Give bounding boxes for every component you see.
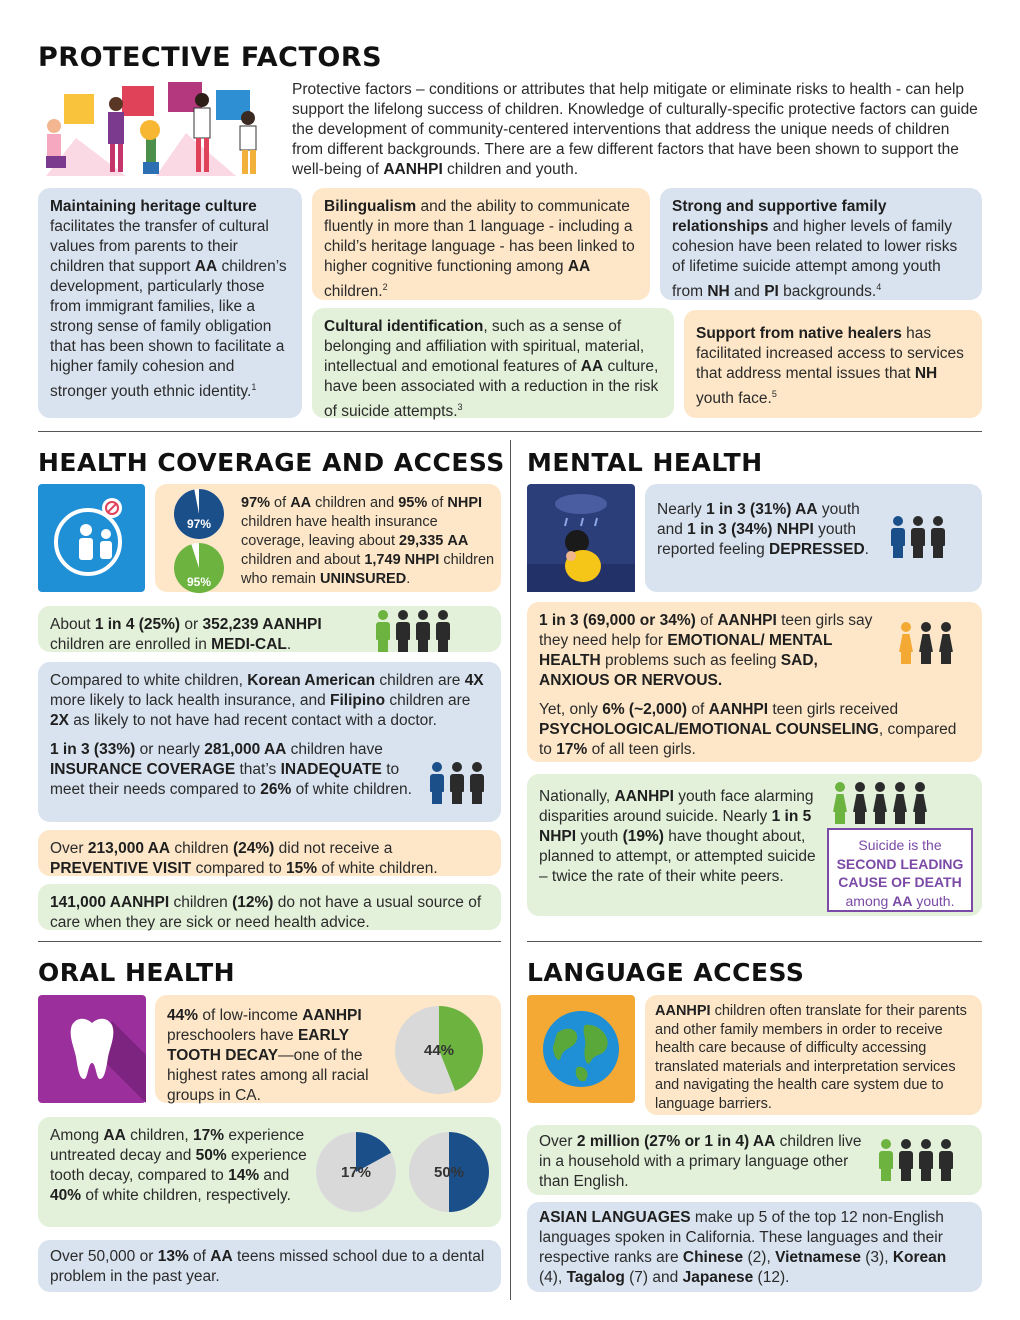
female-icons-1-in-5	[833, 782, 933, 830]
depressed-card: Nearly 1 in 3 (31%) AA youth and 1 in 3 (34%) NHPI youth reported feeling DEPRESSED.	[645, 484, 982, 592]
people-icons-1-in-4	[376, 610, 456, 658]
divider	[527, 941, 982, 942]
usual-source-card: 141,000 AANHPI children (12%) do not have a usual source of care when they are sick or need health advice.	[38, 884, 501, 930]
person-icon	[376, 610, 390, 652]
person-icon	[899, 1139, 913, 1181]
person-icon	[931, 516, 945, 558]
person-icon	[879, 1139, 893, 1181]
person-icon	[913, 782, 927, 824]
pie-17-chart	[314, 1130, 398, 1214]
translate-card: AANHPI children often translate for their parents and other family members in order to receive health care because of difficulty accessing translated materials and interpretation services and navigating the health care system due to language barriers.	[645, 995, 982, 1115]
person-icon	[919, 1139, 933, 1181]
person-icon	[891, 516, 905, 558]
person-icon	[470, 762, 484, 804]
person-icon	[430, 762, 444, 804]
person-icon	[939, 1139, 953, 1181]
protective-intro: Protective factors – conditions or attributes that help mitigate or eliminate risks to health - can help support the lifelong success of children. Knowledge of culturally-specific protective factors can guide the development of community-centered interventions that address the unique needs of children from different backgrounds. There are a few different factors that have been shown to support the well-being of AANHPI children and youth.	[292, 81, 978, 178]
section-title-mental: MENTAL HEALTH	[527, 448, 763, 477]
person-icon	[911, 516, 925, 558]
medi-cal-card: About 1 in 4 (25%) or 352,239 AANHPI children are enrolled in MEDI-CAL.	[38, 606, 501, 652]
teen-girls-card: 1 in 3 (69,000 or 34%) of AANHPI teen girls say they need help for EMOTIONAL/ MENTAL HEALTH problems such as feeling SAD, ANXIOUS OR NERVOUS. Yet, only 6% (~2,000) of AANHPI teen girls received PSYCHOLOGICAL/EMOTIONAL COUNSELING, compared to 17% of all teen girls.	[527, 602, 982, 762]
person-icon	[450, 762, 464, 804]
tooth-icon	[38, 995, 146, 1103]
person-icon	[853, 782, 867, 824]
person-icon	[899, 622, 913, 664]
asian-languages-card: ASIAN LANGUAGES make up 5 of the top 12 non-English languages spoken in California. These languages and their respective ranks are Chinese (2), Vietnamese (3), Korean (4), Tagalog (7) and Japanese (12).	[527, 1202, 982, 1292]
person-icon	[416, 610, 430, 652]
heritage-culture-card: Maintaining heritage culture facilitates the transfer of cultural values from parents to their children that support AA children’s development, particularly those from immigrant families, like a strong sense of family obligation that has been shown to facilitate a higher family cohesion and stronger youth ethnic identity.$^1$	[38, 188, 302, 418]
column-divider	[510, 440, 511, 1300]
preventive-visit-card: Over 213,000 AA children (24%) did not receive a PREVENTIVE VISIT compared to 15% of white children.	[38, 830, 501, 876]
pie-17-label: 17%	[340, 1164, 372, 1181]
section-title-language: LANGUAGE ACCESS	[527, 958, 805, 987]
person-icon	[939, 622, 953, 664]
section-title-coverage: HEALTH COVERAGE AND ACCESS	[38, 448, 505, 477]
suicide-callout: Suicide is the SECOND LEADING CAUSE OF DEATH among AA youth.	[827, 828, 973, 912]
person-icon	[833, 782, 847, 824]
section-title-protective: PROTECTIVE FACTORS	[38, 42, 383, 73]
pie-44-chart	[393, 1004, 485, 1096]
pie-50-chart	[407, 1130, 491, 1214]
divider	[38, 941, 501, 942]
family-relationships-card: Strong and supportive family relationships and higher levels of family cohesion have been related to lower risks of lifetime suicide attempt among youth from NH and PI backgrounds.$^4$	[660, 188, 982, 300]
puzzle-people-illustration	[36, 78, 280, 178]
divider	[38, 431, 982, 432]
section-title-oral: ORAL HEALTH	[38, 958, 236, 987]
suicide-card: Nationally, AANHPI youth face alarming disparities around suicide. Nearly 1 in 5 NHPI youth (19%) have thought about, planned to attempt, or attempted suicide – twice the rate of their white peers. Suicide is the SECOND LEADING CAUSE OF DEATH among AA youth.	[527, 774, 982, 916]
bilingualism-card: Bilingualism and the ability to communicate fluently in more than 1 language - including a child’s heritage language - has been linked to higher cognitive functioning among AA children.$^2$	[312, 188, 650, 300]
person-icon	[919, 622, 933, 664]
disparities-card: Compared to white children, Korean American children are 4X more likely to lack health insurance, and Filipino children are 2X as likely to not have had recent contact with a doctor. 1 in 3 (33%) or nearly 281,000 AA children have INSURANCE COVERAGE that’s INADEQUATE to meet their needs compared to 26% of white children.	[38, 662, 501, 822]
native-healers-card: Support from native healers has facilitated increased access to services that address mental issues that NH youth face.$^5$	[684, 310, 982, 418]
globe-icon	[527, 995, 635, 1103]
stethoscope-children-icon	[38, 484, 145, 592]
untreated-decay-card: Among AA children, 17% experience untreated decay and 50% experience tooth decay, compared to 14% and 40% of white children, respectively. 17% 50%	[38, 1117, 501, 1227]
pie-97-label: 97%	[186, 517, 212, 531]
pie-44-label: 44%	[423, 1042, 455, 1059]
person-icon	[436, 610, 450, 652]
people-icons-depressed	[891, 516, 951, 564]
cultural-identification-card: Cultural identification, such as a sense of belonging and affiliation with spiritual, material, intellectual and emotional features of AA culture, have been associated with a reduction in the risk of suicide attempts.$^3$	[312, 308, 674, 418]
pie-97-chart	[173, 488, 225, 540]
person-icon	[893, 782, 907, 824]
people-icons-1-in-3	[430, 762, 490, 810]
people-icons-household	[879, 1139, 959, 1187]
pie-95-label: 95%	[186, 575, 212, 589]
insurance-card	[155, 484, 501, 592]
pie-95-chart	[173, 542, 225, 594]
insured-text: 97% of AA children and 95% of NHPI children have health insurance coverage, leaving about 29,335 AA children and about 1,749 NHPI children who remain UNINSURED.	[241, 495, 495, 587]
missed-school-card: Over 50,000 or 13% of AA teens missed school due to a dental problem in the past year.	[38, 1240, 501, 1292]
pie-50-label: 50%	[433, 1164, 465, 1181]
person-icon	[396, 610, 410, 652]
sad-girl-rain-icon	[527, 484, 635, 592]
person-icon	[873, 782, 887, 824]
female-icons-1-in-3	[899, 622, 959, 670]
tooth-decay-card: 44% of low-income AANHPI preschoolers have EARLY TOOTH DECAY—one of the highest rates among all racial groups in CA. 44%	[155, 995, 501, 1103]
household-language-card: Over 2 million (27% or 1 in 4) AA children live in a household with a primary language other than English.	[527, 1125, 982, 1195]
